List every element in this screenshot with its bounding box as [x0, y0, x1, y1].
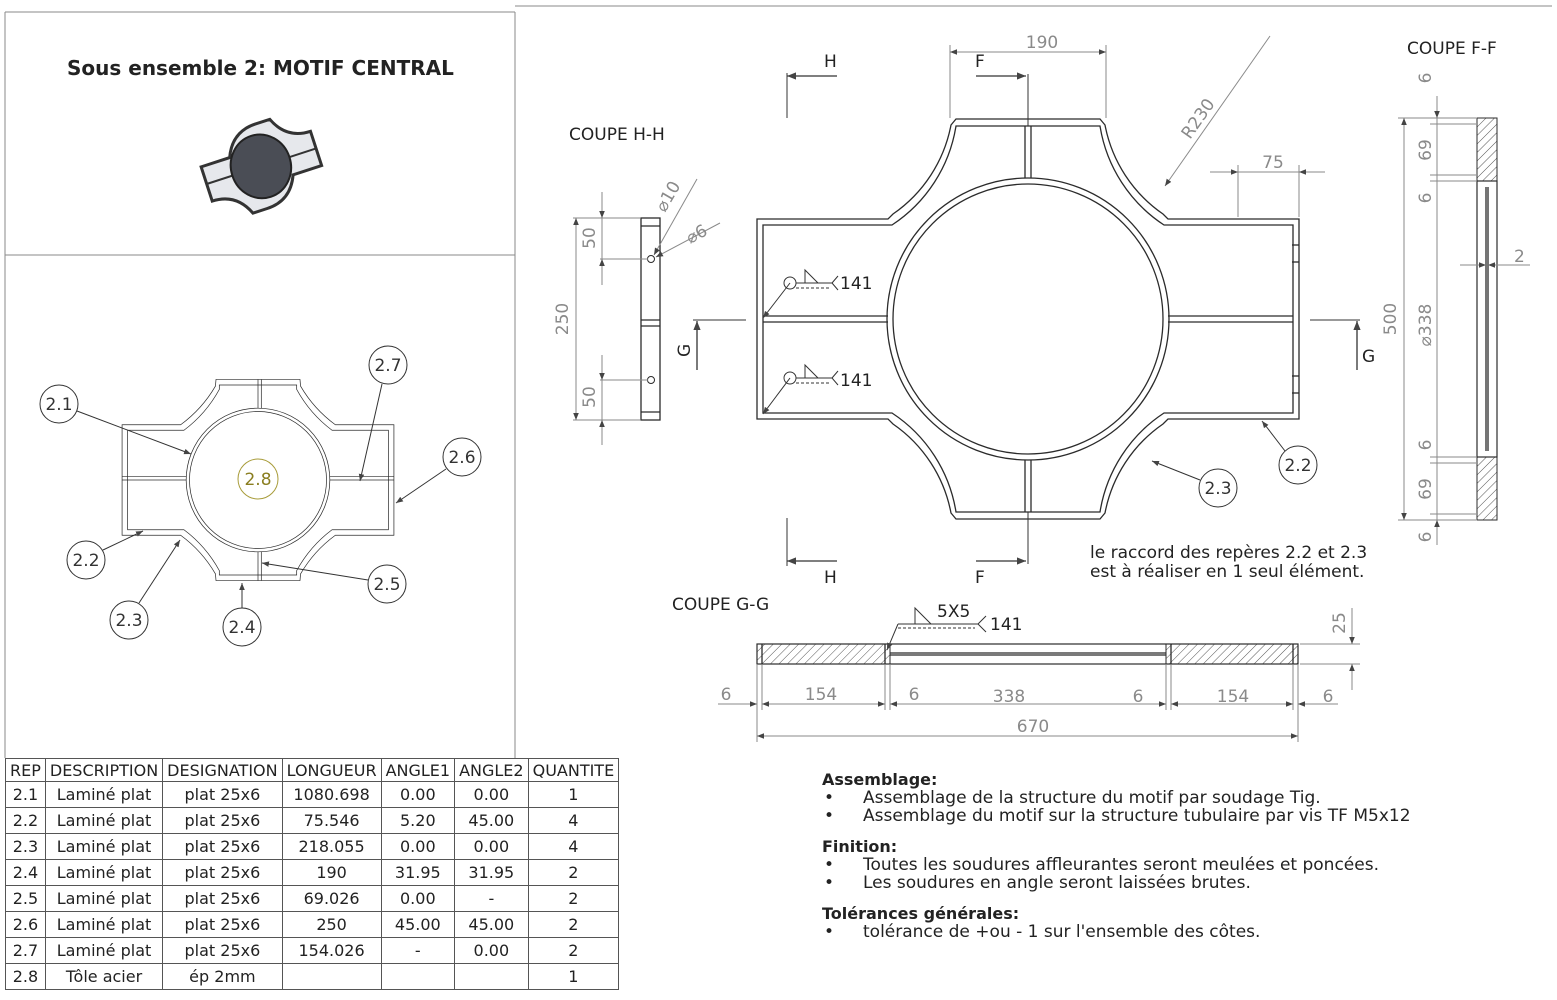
balloon-2-5: 2.5 — [373, 575, 401, 595]
table-row — [6, 860, 619, 886]
dim-250: 250 — [553, 302, 573, 336]
table-cell: 2.6 — [6, 912, 46, 938]
table-cell: 2.7 — [6, 938, 46, 964]
dim-dia338: ⌀338 — [1416, 303, 1436, 347]
table-cell: 45.00 — [381, 912, 455, 938]
table-cell — [455, 964, 529, 990]
dim-50-top: 50 — [580, 227, 600, 249]
table-cell: 2 — [528, 938, 619, 964]
dim-6-gg-right: 6 — [1322, 687, 1334, 707]
table-cell: 0.00 — [455, 782, 529, 808]
front-view — [675, 33, 1375, 588]
table-cell — [381, 964, 455, 990]
table-cell: 31.95 — [455, 860, 529, 886]
table-cell: 0.00 — [381, 886, 455, 912]
cut-label-h-top: H — [824, 52, 837, 72]
dim-6-b: 6 — [1416, 192, 1436, 204]
dim-69-bottom: 69 — [1416, 478, 1436, 500]
table-cell: Laminé plat — [45, 860, 162, 886]
table-cell: plat 25x6 — [163, 808, 282, 834]
table-cell: Laminé plat — [45, 886, 162, 912]
table-row — [6, 808, 619, 834]
table-row — [6, 782, 619, 808]
table-cell: 69.026 — [282, 886, 381, 912]
table-cell: Laminé plat — [45, 834, 162, 860]
cut-label-g-left: G — [675, 343, 695, 357]
dim-670: 670 — [1016, 717, 1050, 737]
dim-338: 338 — [992, 687, 1026, 707]
dim-6-a: 6 — [1416, 72, 1436, 84]
table-cell: Laminé plat — [45, 808, 162, 834]
table-cell: 45.00 — [455, 808, 529, 834]
balloon-2-3: 2.3 — [115, 611, 143, 631]
note-line-1: le raccord des repères 2.2 et 2.3 — [1090, 543, 1368, 563]
table-row — [6, 964, 619, 990]
table-cell: 2 — [528, 860, 619, 886]
dim-6-c: 6 — [1416, 439, 1436, 451]
bom-header: LONGUEUR — [282, 759, 381, 782]
balloon-2-4: 2.4 — [228, 618, 256, 638]
table-cell: 45.00 — [455, 912, 529, 938]
table-cell: 218.055 — [282, 834, 381, 860]
weld-141-lower: 141 — [840, 371, 873, 391]
cut-label-g-right: G — [1362, 347, 1376, 367]
tolerances-item: • tolérance de +ou - 1 sur l'ensemble des côtes. — [822, 923, 1522, 941]
table-cell: 2 — [528, 886, 619, 912]
assemblage-item: • Assemblage du motif sur la structure tubulaire par vis TF M5x12 — [822, 807, 1522, 825]
table-cell — [282, 964, 381, 990]
bom-header: REP — [6, 759, 46, 782]
weld-141-gg: 141 — [990, 615, 1023, 635]
weld-141-upper: 141 — [840, 274, 873, 294]
table-cell: 4 — [528, 808, 619, 834]
notes-block — [822, 770, 1522, 953]
weld-5x5: 5X5 — [937, 602, 971, 622]
table-cell: plat 25x6 — [163, 782, 282, 808]
cut-label-h-bottom: H — [824, 568, 837, 588]
table-row — [6, 912, 619, 938]
table-cell: Laminé plat — [45, 782, 162, 808]
bom-header: ANGLE1 — [381, 759, 455, 782]
table-cell: 2.4 — [6, 860, 46, 886]
dim-75: 75 — [1262, 153, 1284, 173]
table-cell: Laminé plat — [45, 938, 162, 964]
table-cell: 2.2 — [6, 808, 46, 834]
finition-list — [822, 856, 1522, 892]
balloon-2-7: 2.7 — [374, 356, 402, 376]
section-ff-label: COUPE F-F — [1407, 39, 1497, 59]
assemblage-heading: Assemblage: — [822, 770, 938, 789]
section-gg-label: COUPE G-G — [672, 595, 770, 615]
table-cell: - — [381, 938, 455, 964]
table-cell: ép 2mm — [163, 964, 282, 990]
finition-heading: Finition: — [822, 837, 898, 856]
table-cell: 75.546 — [282, 808, 381, 834]
bom-header-row — [6, 759, 619, 782]
table-cell: plat 25x6 — [163, 834, 282, 860]
table-cell: 2.8 — [6, 964, 46, 990]
table-cell: 1 — [528, 782, 619, 808]
dim-6-gg-left: 6 — [720, 685, 732, 705]
isometric-thumbnail — [194, 109, 329, 224]
dim-6-d: 6 — [1416, 531, 1436, 543]
tolerances-heading: Tolérances générales: — [822, 904, 1020, 923]
table-cell: 0.00 — [381, 782, 455, 808]
dim-154-left: 154 — [804, 685, 838, 705]
dim-500: 500 — [1381, 302, 1401, 336]
balloon-2-1: 2.1 — [45, 395, 73, 415]
table-cell: 2.1 — [6, 782, 46, 808]
finition-item: • Les soudures en angle seront laissées brutes. — [822, 874, 1522, 892]
bom-header: DESCRIPTION — [45, 759, 162, 782]
dim-6-gg-inner-right: 6 — [1132, 687, 1144, 707]
table-cell: Tôle acier — [45, 964, 162, 990]
table-cell: 0.00 — [455, 834, 529, 860]
bom-header: DESIGNATION — [163, 759, 282, 782]
table-cell: - — [455, 886, 529, 912]
balloon-2-6: 2.6 — [448, 448, 476, 468]
table-cell: 0.00 — [381, 834, 455, 860]
dim-6-gg-inner-left: 6 — [908, 685, 920, 705]
finition-item: • Toutes les soudures affleurantes seront meulées et poncées. — [822, 856, 1522, 874]
table-cell: plat 25x6 — [163, 912, 282, 938]
table-cell: Laminé plat — [45, 912, 162, 938]
table-row — [6, 886, 619, 912]
table-cell: 154.026 — [282, 938, 381, 964]
table-cell: 250 — [282, 912, 381, 938]
table-row — [6, 938, 619, 964]
bill-of-materials — [5, 758, 619, 990]
section-hh-label: COUPE H-H — [569, 125, 665, 145]
assemblage-list — [822, 789, 1522, 825]
dim-69-top: 69 — [1416, 139, 1436, 161]
dim-50-bottom: 50 — [580, 386, 600, 408]
dim-190: 190 — [1025, 33, 1059, 53]
table-cell: 2 — [528, 912, 619, 938]
table-row — [6, 834, 619, 860]
section-gg-view — [672, 595, 1360, 742]
table-cell: 4 — [528, 834, 619, 860]
table-cell: plat 25x6 — [163, 938, 282, 964]
bom-header: QUANTITE — [528, 759, 619, 782]
table-cell: 1080.698 — [282, 782, 381, 808]
dim-r230: R230 — [1177, 95, 1220, 143]
table-cell: 1 — [528, 964, 619, 990]
assemblage-item: • Assemblage de la structure du motif par soudage Tig. — [822, 789, 1522, 807]
table-cell: 5.20 — [381, 808, 455, 834]
bom-header: ANGLE2 — [455, 759, 529, 782]
section-hh-view — [553, 125, 720, 445]
table-cell: plat 25x6 — [163, 886, 282, 912]
cut-label-f-bottom: F — [975, 568, 985, 588]
dim-dia10: ⌀10 — [652, 177, 686, 216]
section-ff-view — [1381, 39, 1530, 545]
assembly-balloons — [40, 346, 481, 646]
table-cell: 2.3 — [6, 834, 46, 860]
note-line-2: est à réaliser en 1 seul élément. — [1090, 562, 1365, 582]
dim-25: 25 — [1330, 612, 1350, 634]
table-cell: 31.95 — [381, 860, 455, 886]
table-cell: 190 — [282, 860, 381, 886]
balloon-2-3-front: 2.3 — [1204, 479, 1232, 499]
dim-dia6: ⌀6 — [682, 220, 711, 249]
table-cell: 0.00 — [455, 938, 529, 964]
cut-label-f-top: F — [975, 52, 985, 72]
table-cell: plat 25x6 — [163, 860, 282, 886]
balloon-2-2: 2.2 — [72, 551, 100, 571]
tolerances-list — [822, 923, 1522, 941]
balloon-2-8: 2.8 — [244, 470, 272, 490]
balloon-2-2-front: 2.2 — [1284, 456, 1312, 476]
table-cell: 2.5 — [6, 886, 46, 912]
dim-154-right: 154 — [1216, 687, 1250, 707]
drawing-title: Sous ensemble 2: MOTIF CENTRAL — [67, 56, 454, 80]
dim-2: 2 — [1514, 247, 1525, 267]
